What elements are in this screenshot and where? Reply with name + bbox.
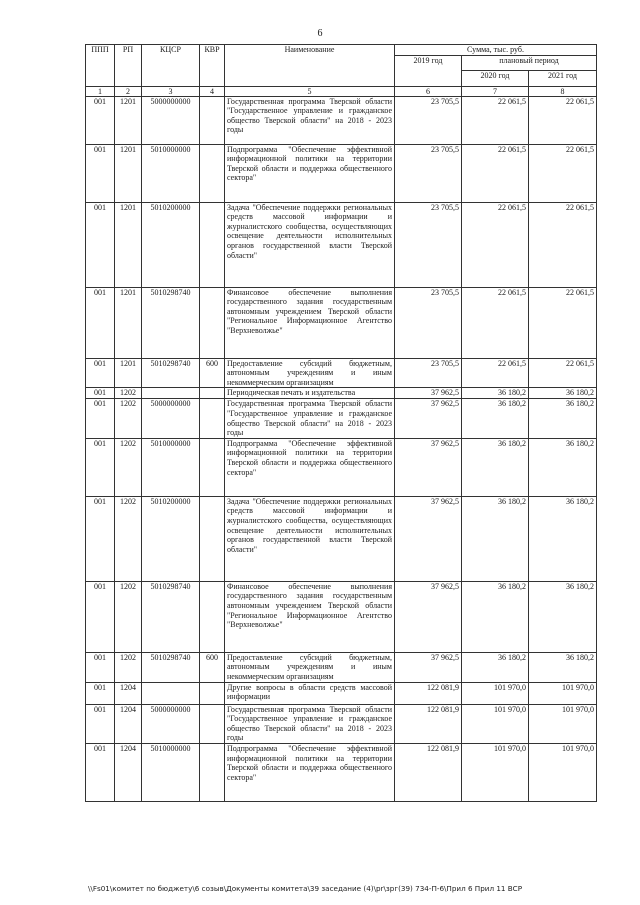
cell-y2020: 22 061,5 xyxy=(462,358,529,388)
cell-y2021: 22 061,5 xyxy=(529,202,597,287)
cell-ppp: 001 xyxy=(86,144,115,202)
cell-ppp: 001 xyxy=(86,388,115,399)
cell-ppp: 001 xyxy=(86,96,115,144)
cell-y2020: 36 180,2 xyxy=(462,438,529,496)
cell-kcsr: 5010000000 xyxy=(142,144,200,202)
index-cell: 4 xyxy=(200,86,225,96)
cell-y2019: 37 962,5 xyxy=(395,652,462,682)
cell-kvr xyxy=(200,144,225,202)
cell-kcsr: 5010200000 xyxy=(142,496,200,581)
header-name: Наименование xyxy=(225,45,395,87)
cell-kcsr: 5010298740 xyxy=(142,581,200,652)
cell-name: Государственная программа Тверской области "Государственное управление и гражданское общество Тверской области" на 2018 - 2023 годы xyxy=(225,96,395,144)
cell-ppp: 001 xyxy=(86,581,115,652)
cell-y2020: 101 970,0 xyxy=(462,704,529,743)
cell-kvr xyxy=(200,438,225,496)
cell-y2021: 22 061,5 xyxy=(529,287,597,358)
header-plan-period: плановый период xyxy=(462,55,597,71)
cell-kcsr xyxy=(142,388,200,399)
cell-kcsr: 5010000000 xyxy=(142,743,200,801)
cell-y2019: 23 705,5 xyxy=(395,202,462,287)
table-row xyxy=(86,652,597,682)
cell-ppp: 001 xyxy=(86,358,115,388)
index-cell: 8 xyxy=(529,86,597,96)
cell-y2019: 23 705,5 xyxy=(395,96,462,144)
cell-y2020: 22 061,5 xyxy=(462,202,529,287)
cell-y2019: 23 705,5 xyxy=(395,287,462,358)
table-row xyxy=(86,581,597,652)
cell-kvr xyxy=(200,743,225,801)
cell-rp: 1201 xyxy=(115,144,142,202)
cell-y2019: 23 705,5 xyxy=(395,358,462,388)
cell-ppp: 001 xyxy=(86,704,115,743)
cell-kcsr xyxy=(142,682,200,704)
index-cell: 3 xyxy=(142,86,200,96)
cell-y2020: 22 061,5 xyxy=(462,96,529,144)
cell-name: Предоставление субсидий бюджетным, автономным учреждениям и иным некоммерческим организациям xyxy=(225,358,395,388)
cell-y2019: 37 962,5 xyxy=(395,399,462,438)
cell-rp: 1201 xyxy=(115,202,142,287)
cell-y2020: 36 180,2 xyxy=(462,496,529,581)
cell-y2020: 36 180,2 xyxy=(462,581,529,652)
cell-kcsr: 5010298740 xyxy=(142,652,200,682)
cell-y2021: 101 970,0 xyxy=(529,682,597,704)
cell-rp: 1204 xyxy=(115,682,142,704)
cell-y2021: 36 180,2 xyxy=(529,388,597,399)
table-row xyxy=(86,144,597,202)
cell-y2020: 36 180,2 xyxy=(462,399,529,438)
cell-kcsr: 5010298740 xyxy=(142,287,200,358)
cell-kvr: 600 xyxy=(200,358,225,388)
cell-name: Государственная программа Тверской области "Государственное управление и гражданское общество Тверской области" на 2018 - 2023 годы xyxy=(225,399,395,438)
cell-rp: 1202 xyxy=(115,581,142,652)
header-sum: Сумма, тыс. руб. xyxy=(395,45,597,56)
index-cell: 2 xyxy=(115,86,142,96)
cell-kcsr: 5010200000 xyxy=(142,202,200,287)
cell-rp: 1202 xyxy=(115,496,142,581)
cell-kvr xyxy=(200,388,225,399)
cell-y2019: 37 962,5 xyxy=(395,496,462,581)
cell-kcsr: 5000000000 xyxy=(142,96,200,144)
header-kcsr: КЦСР xyxy=(142,45,200,87)
cell-kvr xyxy=(200,287,225,358)
cell-kvr xyxy=(200,399,225,438)
cell-kvr xyxy=(200,202,225,287)
column-index-row xyxy=(86,86,597,96)
cell-rp: 1204 xyxy=(115,743,142,801)
index-cell: 1 xyxy=(86,86,115,96)
cell-name: Периодическая печать и издательства xyxy=(225,388,395,399)
cell-ppp: 001 xyxy=(86,399,115,438)
cell-kcsr: 5000000000 xyxy=(142,399,200,438)
cell-y2019: 37 962,5 xyxy=(395,438,462,496)
table-row xyxy=(86,358,597,388)
cell-rp: 1201 xyxy=(115,358,142,388)
index-cell: 6 xyxy=(395,86,462,96)
page-number: 6 xyxy=(317,28,323,39)
index-cell: 5 xyxy=(225,86,395,96)
table-row xyxy=(86,496,597,581)
cell-y2021: 101 970,0 xyxy=(529,743,597,801)
cell-kvr xyxy=(200,496,225,581)
header-ppp: ППП xyxy=(86,45,115,87)
table-row xyxy=(86,202,597,287)
table-body xyxy=(86,96,597,801)
cell-y2020: 101 970,0 xyxy=(462,682,529,704)
cell-y2020: 22 061,5 xyxy=(462,144,529,202)
cell-y2019: 122 081,9 xyxy=(395,704,462,743)
cell-rp: 1204 xyxy=(115,704,142,743)
cell-ppp: 001 xyxy=(86,682,115,704)
cell-ppp: 001 xyxy=(86,202,115,287)
table-row xyxy=(86,743,597,801)
budget-table xyxy=(85,44,597,802)
cell-kvr xyxy=(200,682,225,704)
table-row xyxy=(86,388,597,399)
cell-ppp: 001 xyxy=(86,652,115,682)
cell-y2019: 23 705,5 xyxy=(395,144,462,202)
cell-rp: 1202 xyxy=(115,399,142,438)
header-year-2021: 2021 год xyxy=(529,71,597,87)
cell-ppp: 001 xyxy=(86,496,115,581)
cell-y2019: 122 081,9 xyxy=(395,743,462,801)
cell-kvr xyxy=(200,704,225,743)
file-path-footer: \\Fs01\комитет по бюджету\6 созыв\Документы комитета\39 заседание (4)\pr\зрг(39) 734-П-6\Прил 6 Прил 11 ВСР xyxy=(88,884,523,893)
table-row xyxy=(86,96,597,144)
cell-name: Предоставление субсидий бюджетным, автономным учреждениям и иным некоммерческим организациям xyxy=(225,652,395,682)
header-kvr: КВР xyxy=(200,45,225,87)
table-row xyxy=(86,287,597,358)
cell-y2021: 36 180,2 xyxy=(529,438,597,496)
cell-y2021: 22 061,5 xyxy=(529,96,597,144)
cell-rp: 1202 xyxy=(115,438,142,496)
index-cell: 7 xyxy=(462,86,529,96)
cell-y2020: 36 180,2 xyxy=(462,652,529,682)
cell-y2020: 36 180,2 xyxy=(462,388,529,399)
cell-kcsr: 5010000000 xyxy=(142,438,200,496)
header-year-2020: 2020 год xyxy=(462,71,529,87)
cell-kcsr: 5010298740 xyxy=(142,358,200,388)
table-row xyxy=(86,438,597,496)
cell-name: Подпрограмма "Обеспечение эффективной информационной политики на территории Тверской области и поддержка общественного сектора" xyxy=(225,743,395,801)
cell-y2021: 22 061,5 xyxy=(529,358,597,388)
cell-name: Финансовое обеспечение выполнения государственного задания государственным автономным учреждением Тверской области "Региональное Информационное Агентство "Верхневолжье" xyxy=(225,287,395,358)
cell-y2019: 122 081,9 xyxy=(395,682,462,704)
cell-y2021: 36 180,2 xyxy=(529,399,597,438)
cell-y2021: 36 180,2 xyxy=(529,581,597,652)
cell-ppp: 001 xyxy=(86,743,115,801)
cell-y2020: 22 061,5 xyxy=(462,287,529,358)
cell-rp: 1202 xyxy=(115,652,142,682)
cell-ppp: 001 xyxy=(86,287,115,358)
cell-y2020: 101 970,0 xyxy=(462,743,529,801)
cell-y2021: 36 180,2 xyxy=(529,652,597,682)
cell-name: Другие вопросы в области средств массовой информации xyxy=(225,682,395,704)
cell-kvr xyxy=(200,96,225,144)
cell-y2019: 37 962,5 xyxy=(395,581,462,652)
cell-y2021: 36 180,2 xyxy=(529,496,597,581)
cell-rp: 1201 xyxy=(115,96,142,144)
cell-kvr: 600 xyxy=(200,652,225,682)
cell-name: Финансовое обеспечение выполнения государственного задания государственным автономным учреждением Тверской области "Региональное Информационное Агентство "Верхневолжье" xyxy=(225,581,395,652)
cell-name: Задача "Обеспечение поддержки региональных средств массовой информации и журналистского сообщества, осуществляющих освещение деятельности исполнительных органов государственной власти Тверской области" xyxy=(225,496,395,581)
cell-y2021: 101 970,0 xyxy=(529,704,597,743)
cell-name: Государственная программа Тверской области "Государственное управление и гражданское общество Тверской области" на 2018 - 2023 годы xyxy=(225,704,395,743)
cell-y2019: 37 962,5 xyxy=(395,388,462,399)
cell-name: Подпрограмма "Обеспечение эффективной информационной политики на территории Тверской области и поддержка общественного сектора" xyxy=(225,144,395,202)
table-row xyxy=(86,399,597,438)
cell-ppp: 001 xyxy=(86,438,115,496)
cell-rp: 1202 xyxy=(115,388,142,399)
header-year-2019: 2019 год xyxy=(395,55,462,86)
cell-kvr xyxy=(200,581,225,652)
cell-y2021: 22 061,5 xyxy=(529,144,597,202)
cell-kcsr: 5000000000 xyxy=(142,704,200,743)
header-rp: РП xyxy=(115,45,142,87)
table-row xyxy=(86,704,597,743)
cell-rp: 1201 xyxy=(115,287,142,358)
cell-name: Задача "Обеспечение поддержки региональных средств массовой информации и журналистского сообщества, осуществляющих освещение деятельности исполнительных органов государственной власти Тверской области" xyxy=(225,202,395,287)
cell-name: Подпрограмма "Обеспечение эффективной информационной политики на территории Тверской области и поддержка общественного сектора" xyxy=(225,438,395,496)
table-row xyxy=(86,682,597,704)
